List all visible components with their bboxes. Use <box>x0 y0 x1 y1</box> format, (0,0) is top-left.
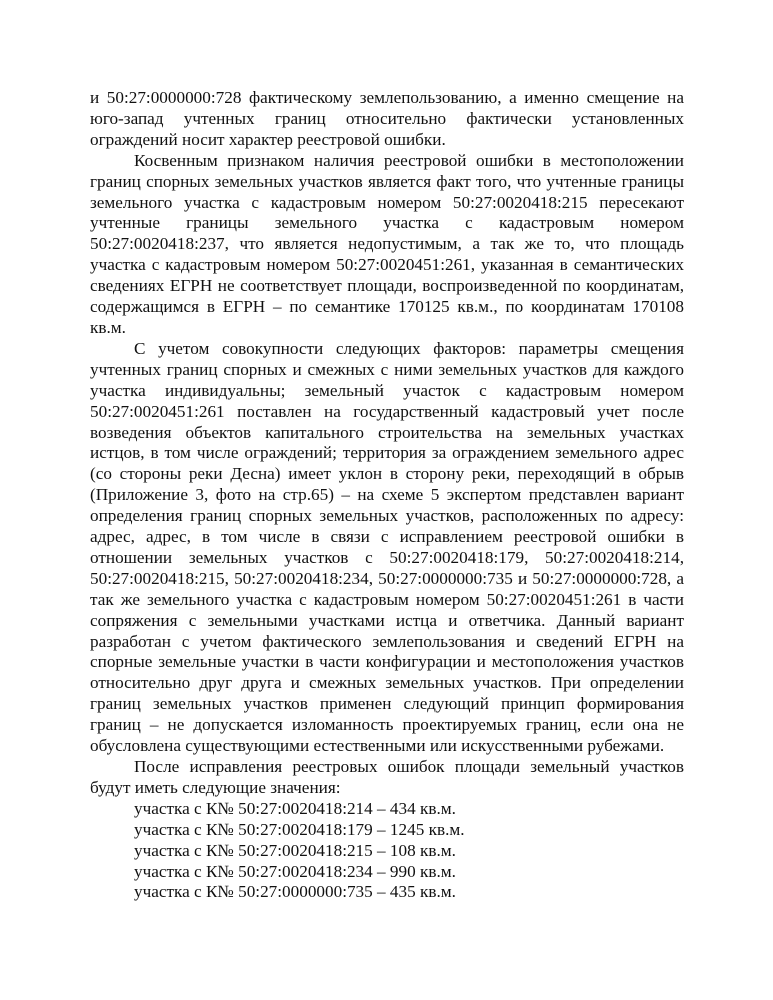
paragraph-indirect-evidence: Косвенным признаком наличия реестровой ошибки в местоположении границ спорных земельных участков является факт того, что учтенные границы земельного участка с кадастровым номером 50:27:0020418:215 пересекают учтенные границы земельного участка с кадастровым номером 50:27:0020418:237, что является недопустимым, а так же то, что площадь участка с кадастровым номером 50:27:0020451:261, указанная в семантических сведениях ЕГРН не соответствует площади, воспроизведенной по координатам, содержащимся в ЕГРН – по семантике 170125 кв.м., по координатам 170108 кв.м. <box>90 150 684 337</box>
plot-areas-list <box>90 799 684 904</box>
paragraph-expert-variant: С учетом совокупности следующих факторов: параметры смещения учтенных границ спорных и смежных с ними земельных участков для каждого участка индивидуальны; земельный участок с кадастровым номером 50:27:0020451:261 поставлен на государственный кадастровый учет после возведения объектов капитального строительства на земельных участках истцов, в том числе ограждений; территория за ограждением земельного адрес (со стороны реки Десна) имеет уклон в сторону реки, переходящий в обрыв (Приложение 3, фото на стр.65) – на схеме 5 экспертом представлен вариант определения границ спорных земельных участков, расположенных по адресу: адрес, адрес, в том числе в связи с исправлением реестровой ошибки в отношении земельных участков с 50:27:0020418:179, 50:27:0020418:214, 50:27:0020418:215, 50:27:0020418:234, 50:27:0000000:735 и 50:27:0000000:728, а так же земельного участка с кадастровым номером 50:27:0020451:261 в части сопряжения с земельными участками истца и ответчика. Данный вариант разработан с учетом фактического землепользования и сведений ЕГРН на спорные земельные участки в части конфигурации и местоположения участков относительно друг друга и смежных земельных участков. При определении границ земельных участков применен следующий принцип формирования границ – не допускается изломанность проектируемых границ, если она не обусловлена существующими естественными или искусственными рубежами. <box>90 338 684 756</box>
list-item: участка с К№ 50:27:0020418:234 – 990 кв.м. <box>134 861 456 881</box>
paragraph-registry-error-conclusion: и 50:27:0000000:728 фактическому землепользованию, а именно смещение на юго-запад учтенных границ относительно фактически установленных ограждений носит характер реестровой ошибки. <box>90 88 684 149</box>
list-item: участка с К№ 50:27:0020418:179 – 1245 кв.м. <box>134 819 465 839</box>
list-item: участка с К№ 50:27:0020418:215 – 108 кв.м. <box>134 840 456 860</box>
list-item: участка с К№ 50:27:0020418:214 – 434 кв.м. <box>134 798 456 818</box>
paragraph-areas-intro: После исправления реестровых ошибок площади земельный участков будут иметь следующие значения: <box>90 757 684 797</box>
document-page <box>90 88 684 903</box>
list-item: участка с К№ 50:27:0000000:735 – 435 кв.м. <box>134 882 456 902</box>
